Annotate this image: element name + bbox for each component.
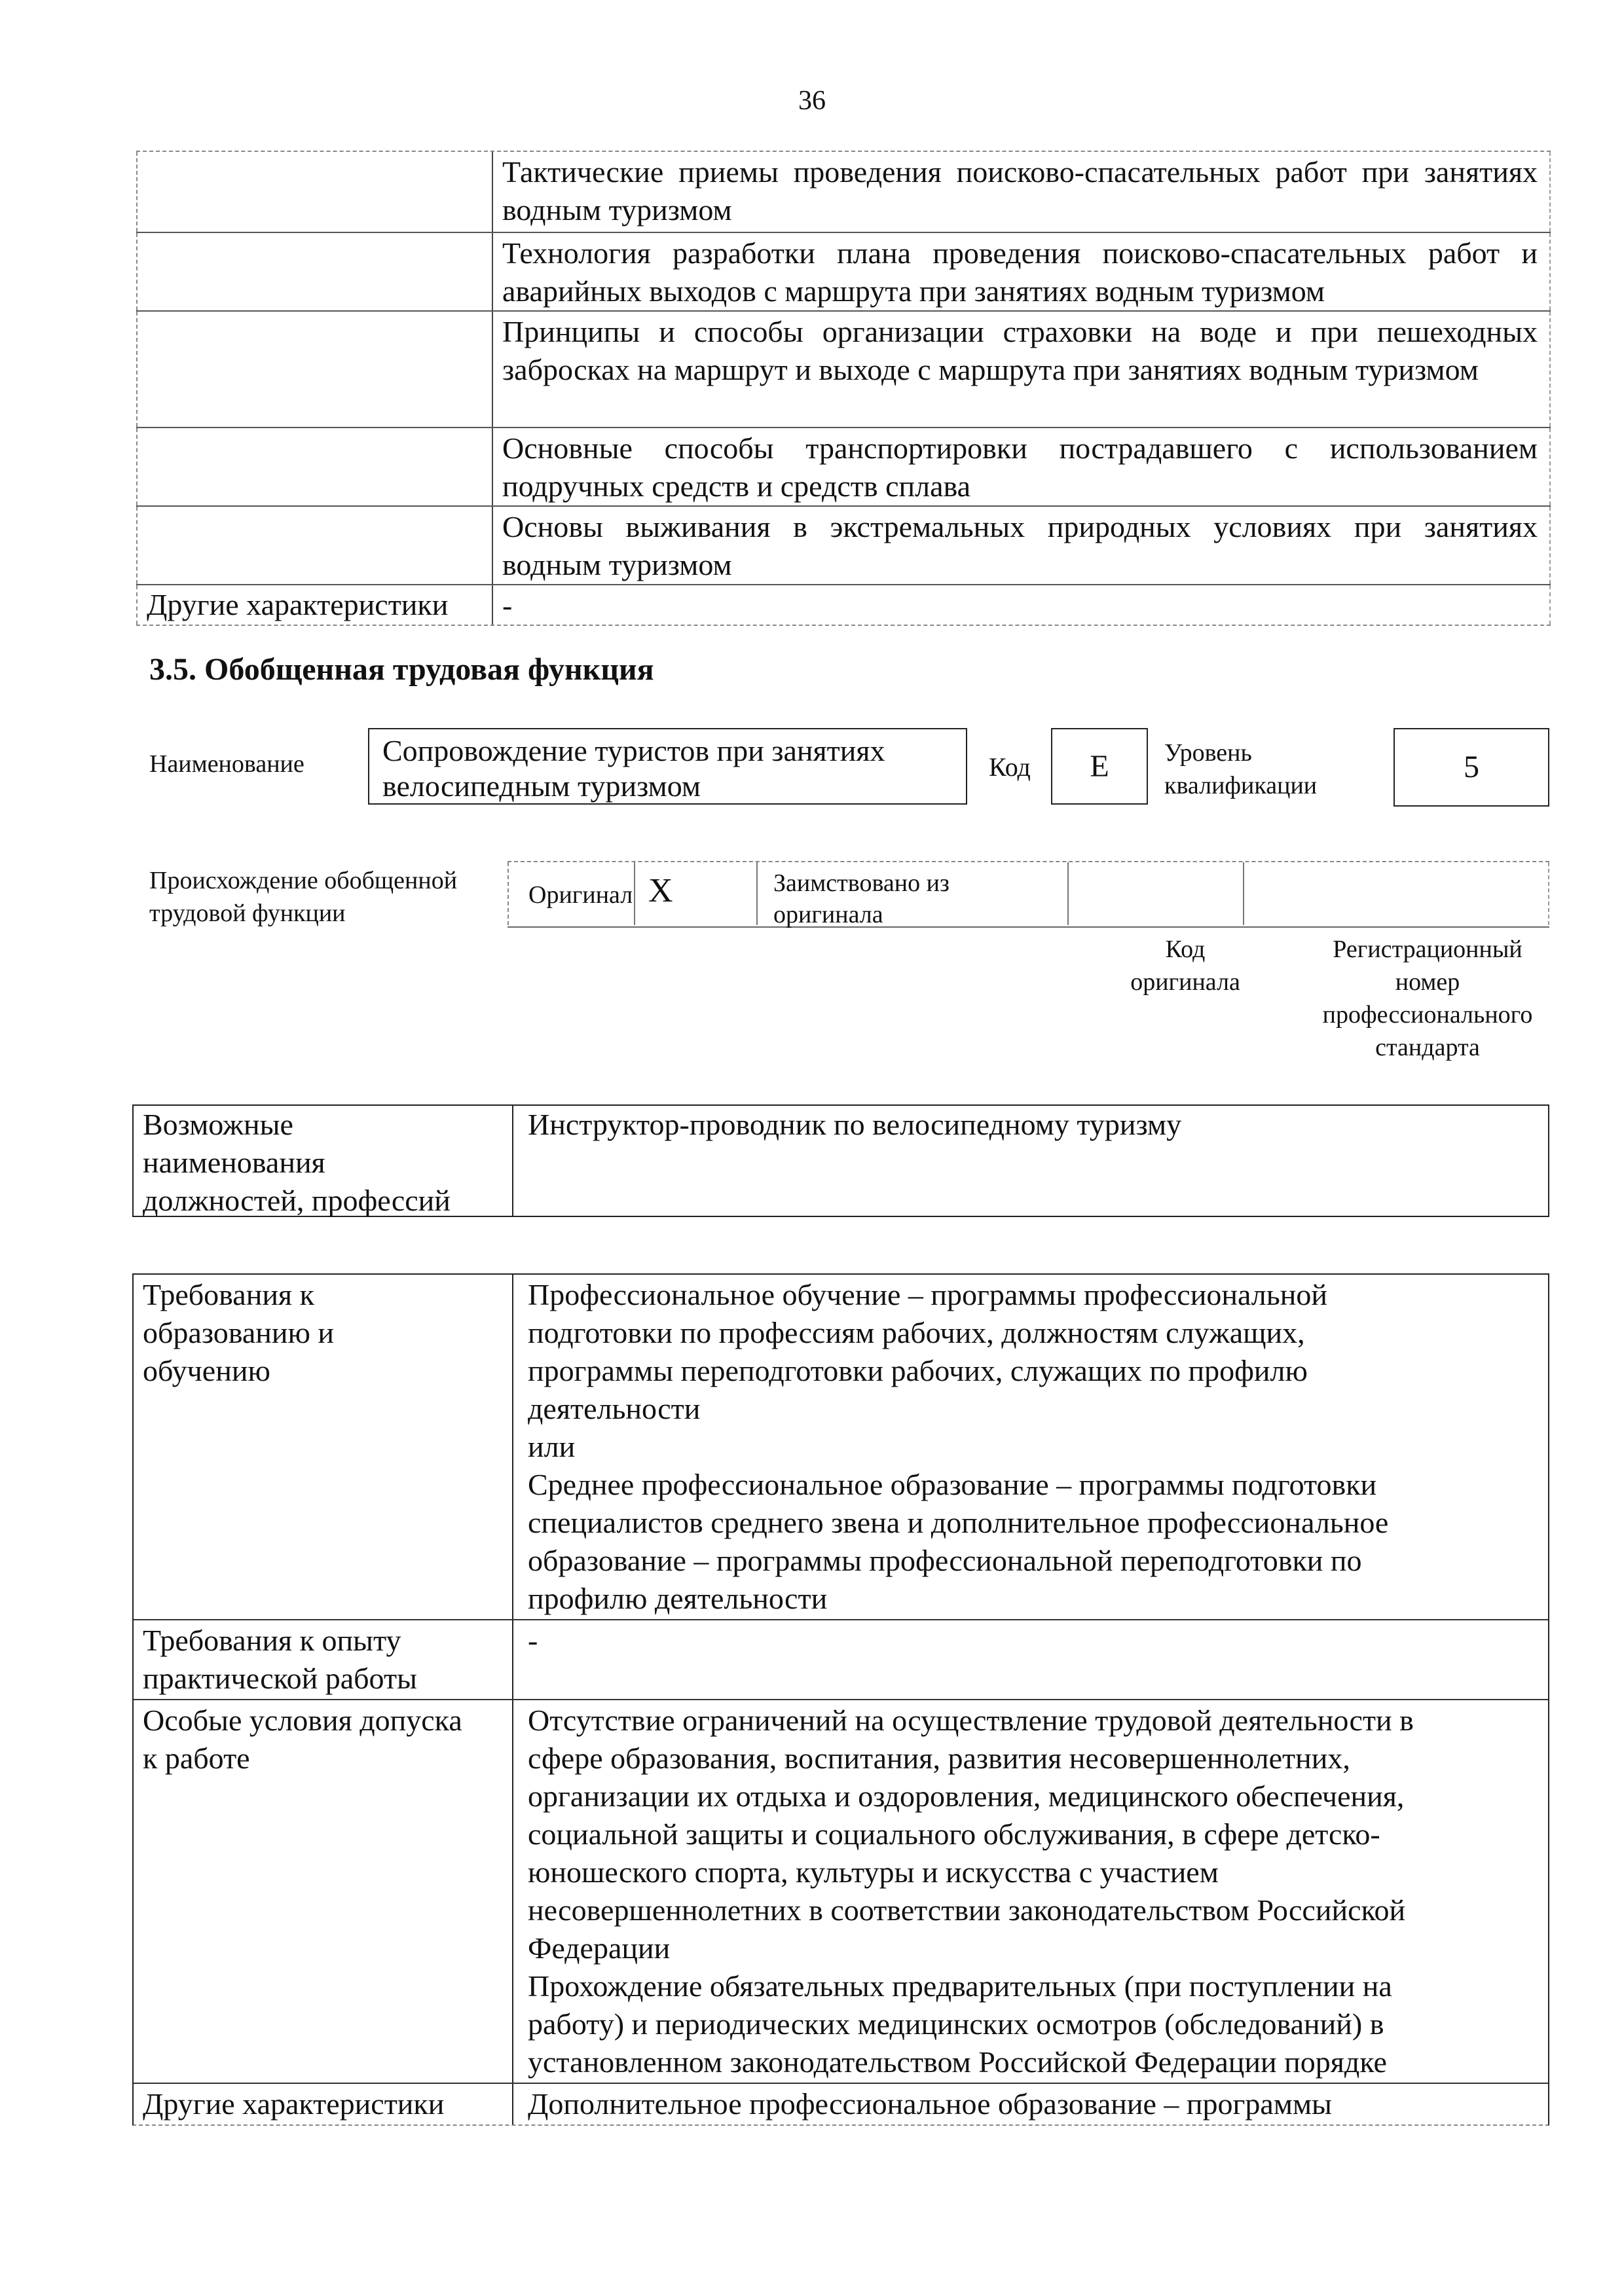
borrowed-label: Заимствовано из оригинала <box>758 862 1069 925</box>
other-value: Дополнительное профессиональное образование – программы <box>528 2087 1332 2121</box>
level-box: 5 <box>1393 728 1549 807</box>
table-row <box>136 585 1551 626</box>
name-label: Наименование <box>149 750 304 778</box>
code-box: E <box>1051 728 1148 805</box>
experience-value: - <box>528 1624 538 1657</box>
table-row <box>136 152 1551 233</box>
other-characteristics-label: Другие характеристики <box>136 585 493 625</box>
table-row <box>134 1700 1548 2084</box>
knowledge-item: Тактические приемы проведения поисково-спасательных работ при занятиях водным туризмом <box>493 152 1551 232</box>
level-label: Уровень квалификации <box>1164 739 1318 799</box>
conditions-label: Особые условия допуска к работе <box>134 1700 513 2083</box>
registration-number-cell <box>1244 862 1549 925</box>
requirements-table <box>132 1273 1549 2126</box>
knowledge-item: Основные способы транспортировки пострадавшего с использованием подручных средств и средств сплава <box>493 428 1551 505</box>
table-row <box>134 1620 1548 1700</box>
table-row <box>136 312 1551 428</box>
knowledge-table <box>136 151 1551 626</box>
other-characteristics-value: - <box>493 585 1551 625</box>
table-row <box>134 1275 1548 1620</box>
education-value: Профессиональное обучение – программы профессиональной подготовки по профессиям рабочих, должностям служащих, программы переподготовки рабочих, служащих по профилю деятельности или Среднее профессиональное образование – программы подготовки специалистов среднего звена и дополнительное профессиональное образование – программы профессиональной переподготовки по профилю деятельности <box>528 1278 1389 1615</box>
positions-label: Возможные наименования должностей, профессий <box>134 1106 513 1216</box>
original-mark: X <box>635 862 758 925</box>
conditions-value: Отсутствие ограничений на осуществление трудовой деятельности в сфере образования, воспитания, развития несовершеннолетних, организации их отдыха и оздоровления, медицинского обеспечения, социальной защиты и социального обслуживания, в сфере детско- юношеского спорта, культуры и искусства с участием несовершеннолетних в соответствии законодательством Российской Федерации Прохождение обязательных предварительных (при поступлении на работу) и периодических медицинских осмотров (обследований) в установленном законодательством Российской Федерации порядке <box>528 1704 1414 2079</box>
original-code-caption: Код оригинала <box>1130 936 1240 996</box>
knowledge-item: Принципы и способы организации страховки на воде и при пешеходных забросках на маршрут и выходе с маршрута при занятиях водным туризмом <box>493 312 1551 427</box>
table-row <box>134 2084 1548 2124</box>
code-label: Код <box>989 752 1031 782</box>
table-row <box>136 507 1551 585</box>
section-title: 3.5. Обобщенная трудовая функция <box>149 652 654 687</box>
page-number: 36 <box>798 86 826 116</box>
positions-value: Инструктор-проводник по велосипедному туризму <box>528 1108 1182 1141</box>
table-row <box>136 233 1551 312</box>
positions-table <box>132 1104 1549 1217</box>
registration-number-caption: Регистрационный номер профессионального стандарта <box>1322 936 1533 1061</box>
table-row <box>136 428 1551 507</box>
other-label: Другие характеристики <box>134 2084 513 2124</box>
function-name-box: Сопровождение туристов при занятиях велосипедным туризмом <box>368 728 967 805</box>
knowledge-item: Технология разработки плана проведения поисково-спасательных работ и аварийных выходов с маршрута при занятиях водным туризмом <box>493 233 1551 310</box>
knowledge-item: Основы выживания в экстремальных природных условиях при занятиях водным туризмом <box>493 507 1551 584</box>
origin-row <box>507 861 1549 928</box>
original-label: Оригинал <box>507 862 635 925</box>
education-label: Требования к образованию и обучению <box>134 1275 513 1619</box>
original-code-cell <box>1069 862 1244 925</box>
experience-label: Требования к опыту практической работы <box>134 1620 513 1699</box>
origin-label: Происхождение обобщенной трудовой функции <box>149 867 458 927</box>
